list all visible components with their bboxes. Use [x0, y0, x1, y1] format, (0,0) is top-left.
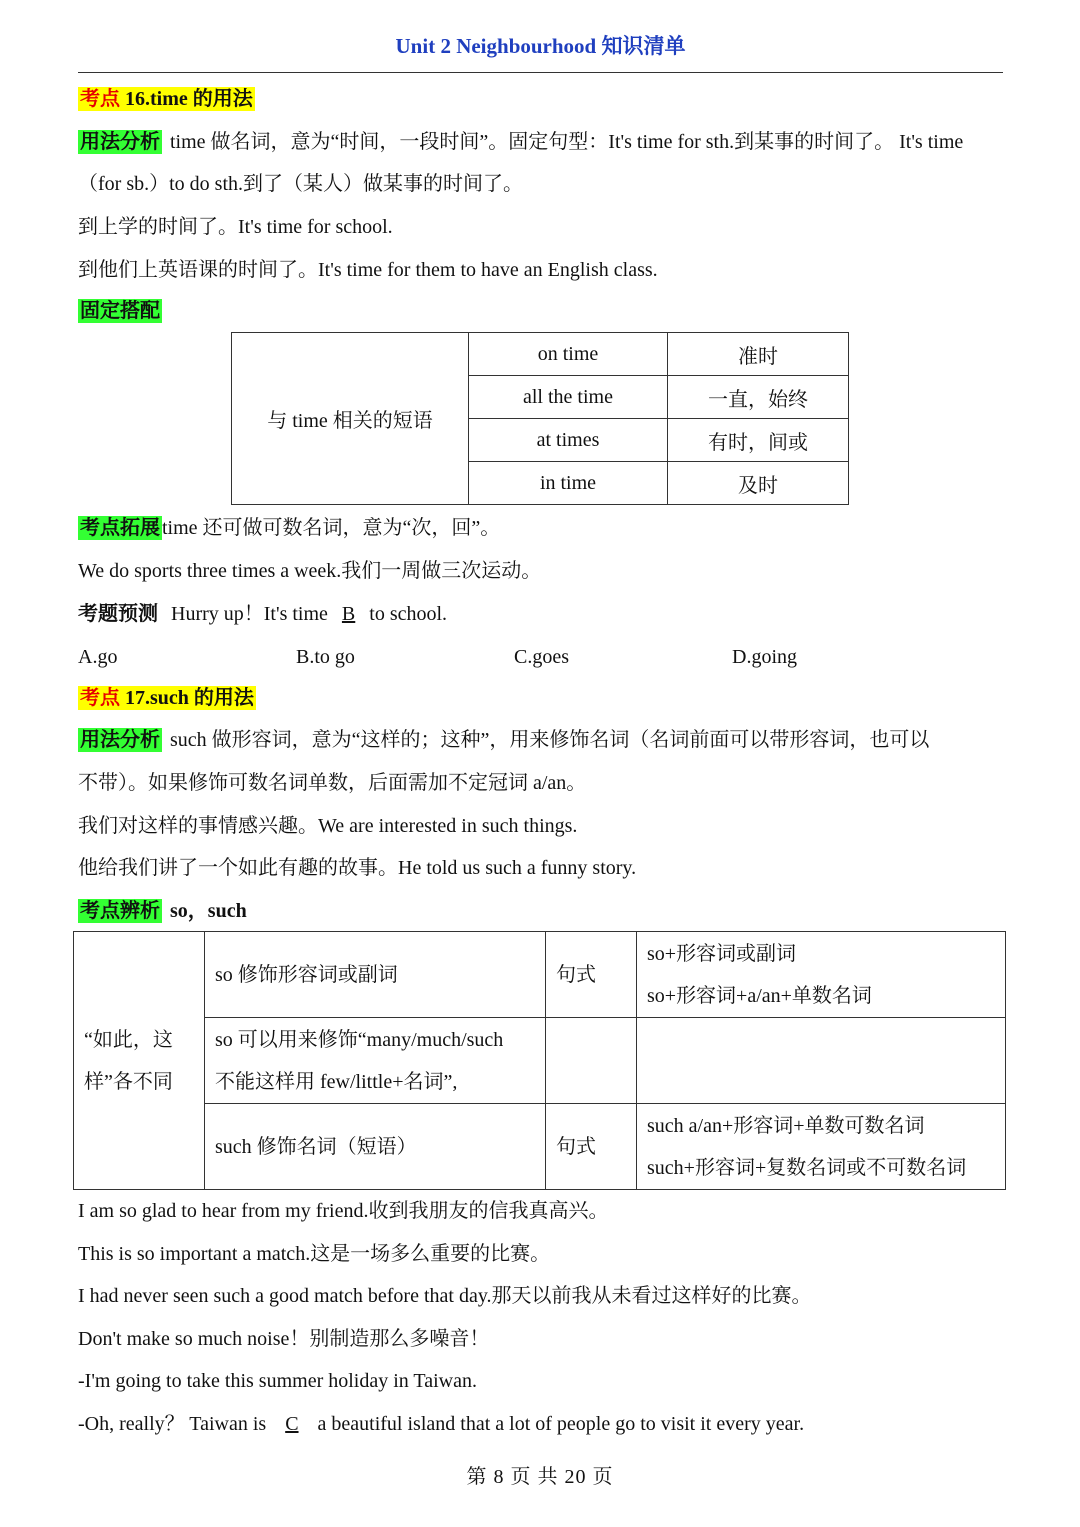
compare-text: so，such [170, 900, 247, 922]
quiz-label: 考题预测 [78, 603, 158, 625]
time-phrase-table [231, 332, 849, 505]
point16-heading [78, 84, 1008, 114]
quiz-options [78, 642, 1008, 672]
meaning-cell: 准时 [668, 333, 849, 376]
meaning-cell: 及时 [668, 462, 849, 505]
option-b: B.to go [296, 646, 355, 668]
option-a: A.go [78, 646, 118, 668]
usage-label: 用法分析 [80, 131, 160, 153]
point16-usage-cont: （for sb.）to do sth.到了（某人）做某事的时间了。 [78, 173, 523, 195]
option-c: C.goes [514, 646, 569, 668]
so-note-cell: so 可以用来修饰“many/much/such 不能这样用 few/little+名词”, [205, 1018, 546, 1104]
phrase-cell: all the time [469, 376, 668, 419]
so-type-cell: 句式 [546, 932, 637, 1018]
point16-example-3: We do sports three times a week.我们一周做三次运动。 [78, 560, 542, 582]
point16-usage: 用法分析 time 做名词，意为“时间，一段时间”。固定句型：It's time for sth.到某事的时间了。 It's time [80, 131, 964, 153]
point17-heading [78, 683, 1008, 713]
point17-example-1: 我们对这样的事情感兴趣。We are interested in such things. [78, 815, 578, 837]
meaning-cell: 有时，间或 [668, 419, 849, 462]
page-header [78, 30, 1003, 73]
quiz-answer-blank: B [341, 603, 356, 625]
such-type-cell: 句式 [546, 1104, 637, 1190]
phrase-cell: on time [469, 333, 668, 376]
point17-example-2: 他给我们讲了一个如此有趣的故事。He told us such a funny story. [78, 857, 637, 879]
empty-cell [637, 1018, 1006, 1104]
so-desc-cell: so 修饰形容词或副词 [205, 932, 546, 1018]
phrase-group-label: 与 time 相关的短语 [232, 333, 469, 505]
compare-heading [78, 896, 1008, 926]
point17-usage-cont: 不带）。如果修饰可数名词单数，后面需加不定冠词 a/an。 [78, 772, 587, 794]
such-pattern-cell: such a/an+形容词+单数可数名词 such+形容词+复数名词或不可数名词 [637, 1104, 1006, 1190]
page-footer: 第 8 页 共 20 页 [466, 1466, 614, 1488]
usage-label: 用法分析 [80, 729, 160, 751]
point17-usage: 用法分析 such 做形容词，意为“这样的；这种”，用来修饰名词（名词前面可以带形容词，也可以 [80, 729, 930, 751]
extension-label: 考点拓展 [80, 517, 160, 539]
meaning-cell: 一直，始终 [668, 376, 849, 419]
such-desc-cell: such 修饰名词（短语） [205, 1104, 546, 1190]
dialog-line-1: -I'm going to take this summer holiday in Taiwan. [78, 1370, 477, 1392]
collocation-label: 固定搭配 [80, 300, 160, 322]
point17-example-4: This is so important a match.这是一场多么重要的比赛。 [78, 1243, 551, 1265]
so-such-table [73, 931, 1006, 1190]
option-d: D.going [732, 646, 797, 668]
compare-label: 考点辨析 [80, 900, 160, 922]
point17-example-3: I am so glad to hear from my friend.收到我朋友的信我真高兴。 [78, 1200, 609, 1222]
phrase-cell: at times [469, 419, 668, 462]
point16-example-2: 到他们上英语课的时间了。It's time for them to have an English class. [78, 259, 658, 281]
dialog-answer-blank: C [285, 1413, 299, 1435]
point17-example-6: Don't make so much noise！别制造那么多噪音！ [78, 1328, 490, 1350]
point16-example-1: 到上学的时间了。It's time for school. [78, 216, 393, 238]
dialog-line-2: -Oh, really？ Taiwan is C a beautiful island that a lot of people go to visit it every year. [78, 1409, 1008, 1439]
so-such-group-label: “如此，这 样”各不同 [74, 932, 205, 1190]
phrase-cell: in time [469, 462, 668, 505]
so-pattern-cell: so+形容词或副词 so+形容词+a/an+单数名词 [637, 932, 1006, 1018]
point17-tag: 考点 17.such 的用法 [80, 687, 254, 709]
point16-extension: 考点拓展 time 还可做可数名词，意为“次，回”。 [80, 517, 501, 539]
empty-cell [546, 1018, 637, 1104]
point16-quiz: 考题预测 Hurry up！It's time B to school. [78, 599, 1008, 629]
point17-example-5: I had never seen such a good match before that day.那天以前我从未看过这样好的比赛。 [78, 1285, 812, 1307]
point16-tag: 考点 16.time 的用法 [80, 88, 253, 110]
document-title: Unit 2 Neighbourhood 知识清单 [395, 34, 686, 58]
collocation-heading [78, 296, 1008, 326]
